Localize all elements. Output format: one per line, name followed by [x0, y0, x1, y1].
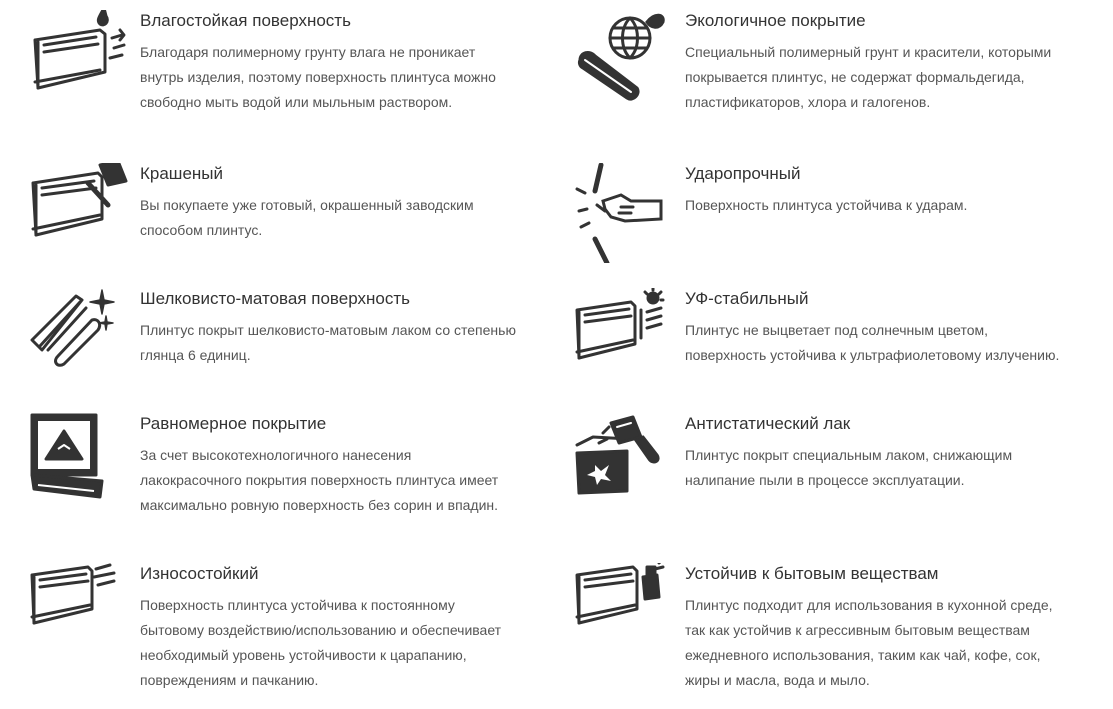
- impact-hand-icon: [575, 163, 675, 263]
- antistatic-paint-can-icon: [575, 413, 675, 513]
- feature-title: УФ-стабильный: [685, 289, 809, 308]
- feature-title: Экологичное покрытие: [685, 11, 866, 30]
- sparkle-baseboard-icon: [30, 288, 130, 388]
- feature-title: Ударопрочный: [685, 164, 801, 183]
- uniform-coating-icon: [30, 413, 130, 513]
- feature-description: Благодаря полимерному грунту влага не проникает внутрь изделия, поэтому поверхность плинтуса можно свободно мыть водой или мыльным раствором.: [140, 44, 496, 110]
- feature-description: Поверхность плинтуса устойчива к постоянному бытовому воздействию/использованию и обеспечивает необходимый уровень устойчивости к царапанию, повреждениям и пачканию.: [140, 597, 502, 688]
- feature-description: Вы покупаете уже готовый, окрашенный заводским способом плинтус.: [140, 197, 474, 238]
- feature-title: Износостойкий: [140, 564, 259, 583]
- feature-description: Плинтус покрыт шелковисто-матовым лаком со степенью глянца 6 единиц.: [140, 322, 516, 363]
- feature-description: За счет высокотехнологичного нанесения лакокрасочного покрытия поверхность плинтуса имеет максимально ровную поверхность без сорин и впадин.: [140, 447, 499, 513]
- feature-title: Крашеный: [140, 164, 224, 183]
- uv-sun-baseboard-icon: [575, 288, 675, 388]
- wear-resistant-baseboard-icon: [30, 563, 130, 663]
- paintbrush-baseboard-icon: [30, 163, 130, 263]
- eco-globe-roller-icon: [575, 10, 675, 110]
- feature-description: Специальный полимерный грунт и красители, которыми покрывается плинтус, не содержат формальдегида, пластификаторов, хлора и галогенов.: [685, 44, 1052, 110]
- moisture-resistant-baseboard-icon: [30, 10, 130, 110]
- spray-bottle-baseboard-icon: [575, 563, 675, 663]
- feature-title: Шелковисто-матовая поверхность: [140, 289, 410, 308]
- feature-title: Антистатический лак: [685, 414, 851, 433]
- feature-description: Плинтус покрыт специальным лаком, снижающим налипание пыли в процессе эксплуатации.: [685, 447, 1013, 488]
- feature-description: Плинтус не выцветает под солнечным цветом, поверхность устойчива к ультрафиолетовому излучению.: [685, 322, 1060, 363]
- feature-title: Равномерное покрытие: [140, 414, 327, 433]
- feature-description: Плинтус подходит для использования в кухонной среде, так как устойчив к агрессивным бытовым веществам ежедневного использования, таким как чай, кофе, сок, жиры и масла, вода и мыло.: [685, 597, 1053, 688]
- feature-title: Влагостойкая поверхность: [140, 11, 351, 30]
- feature-title: Устойчив к бытовым веществам: [685, 564, 939, 583]
- feature-description: Поверхность плинтуса устойчива к ударам.: [685, 197, 968, 213]
